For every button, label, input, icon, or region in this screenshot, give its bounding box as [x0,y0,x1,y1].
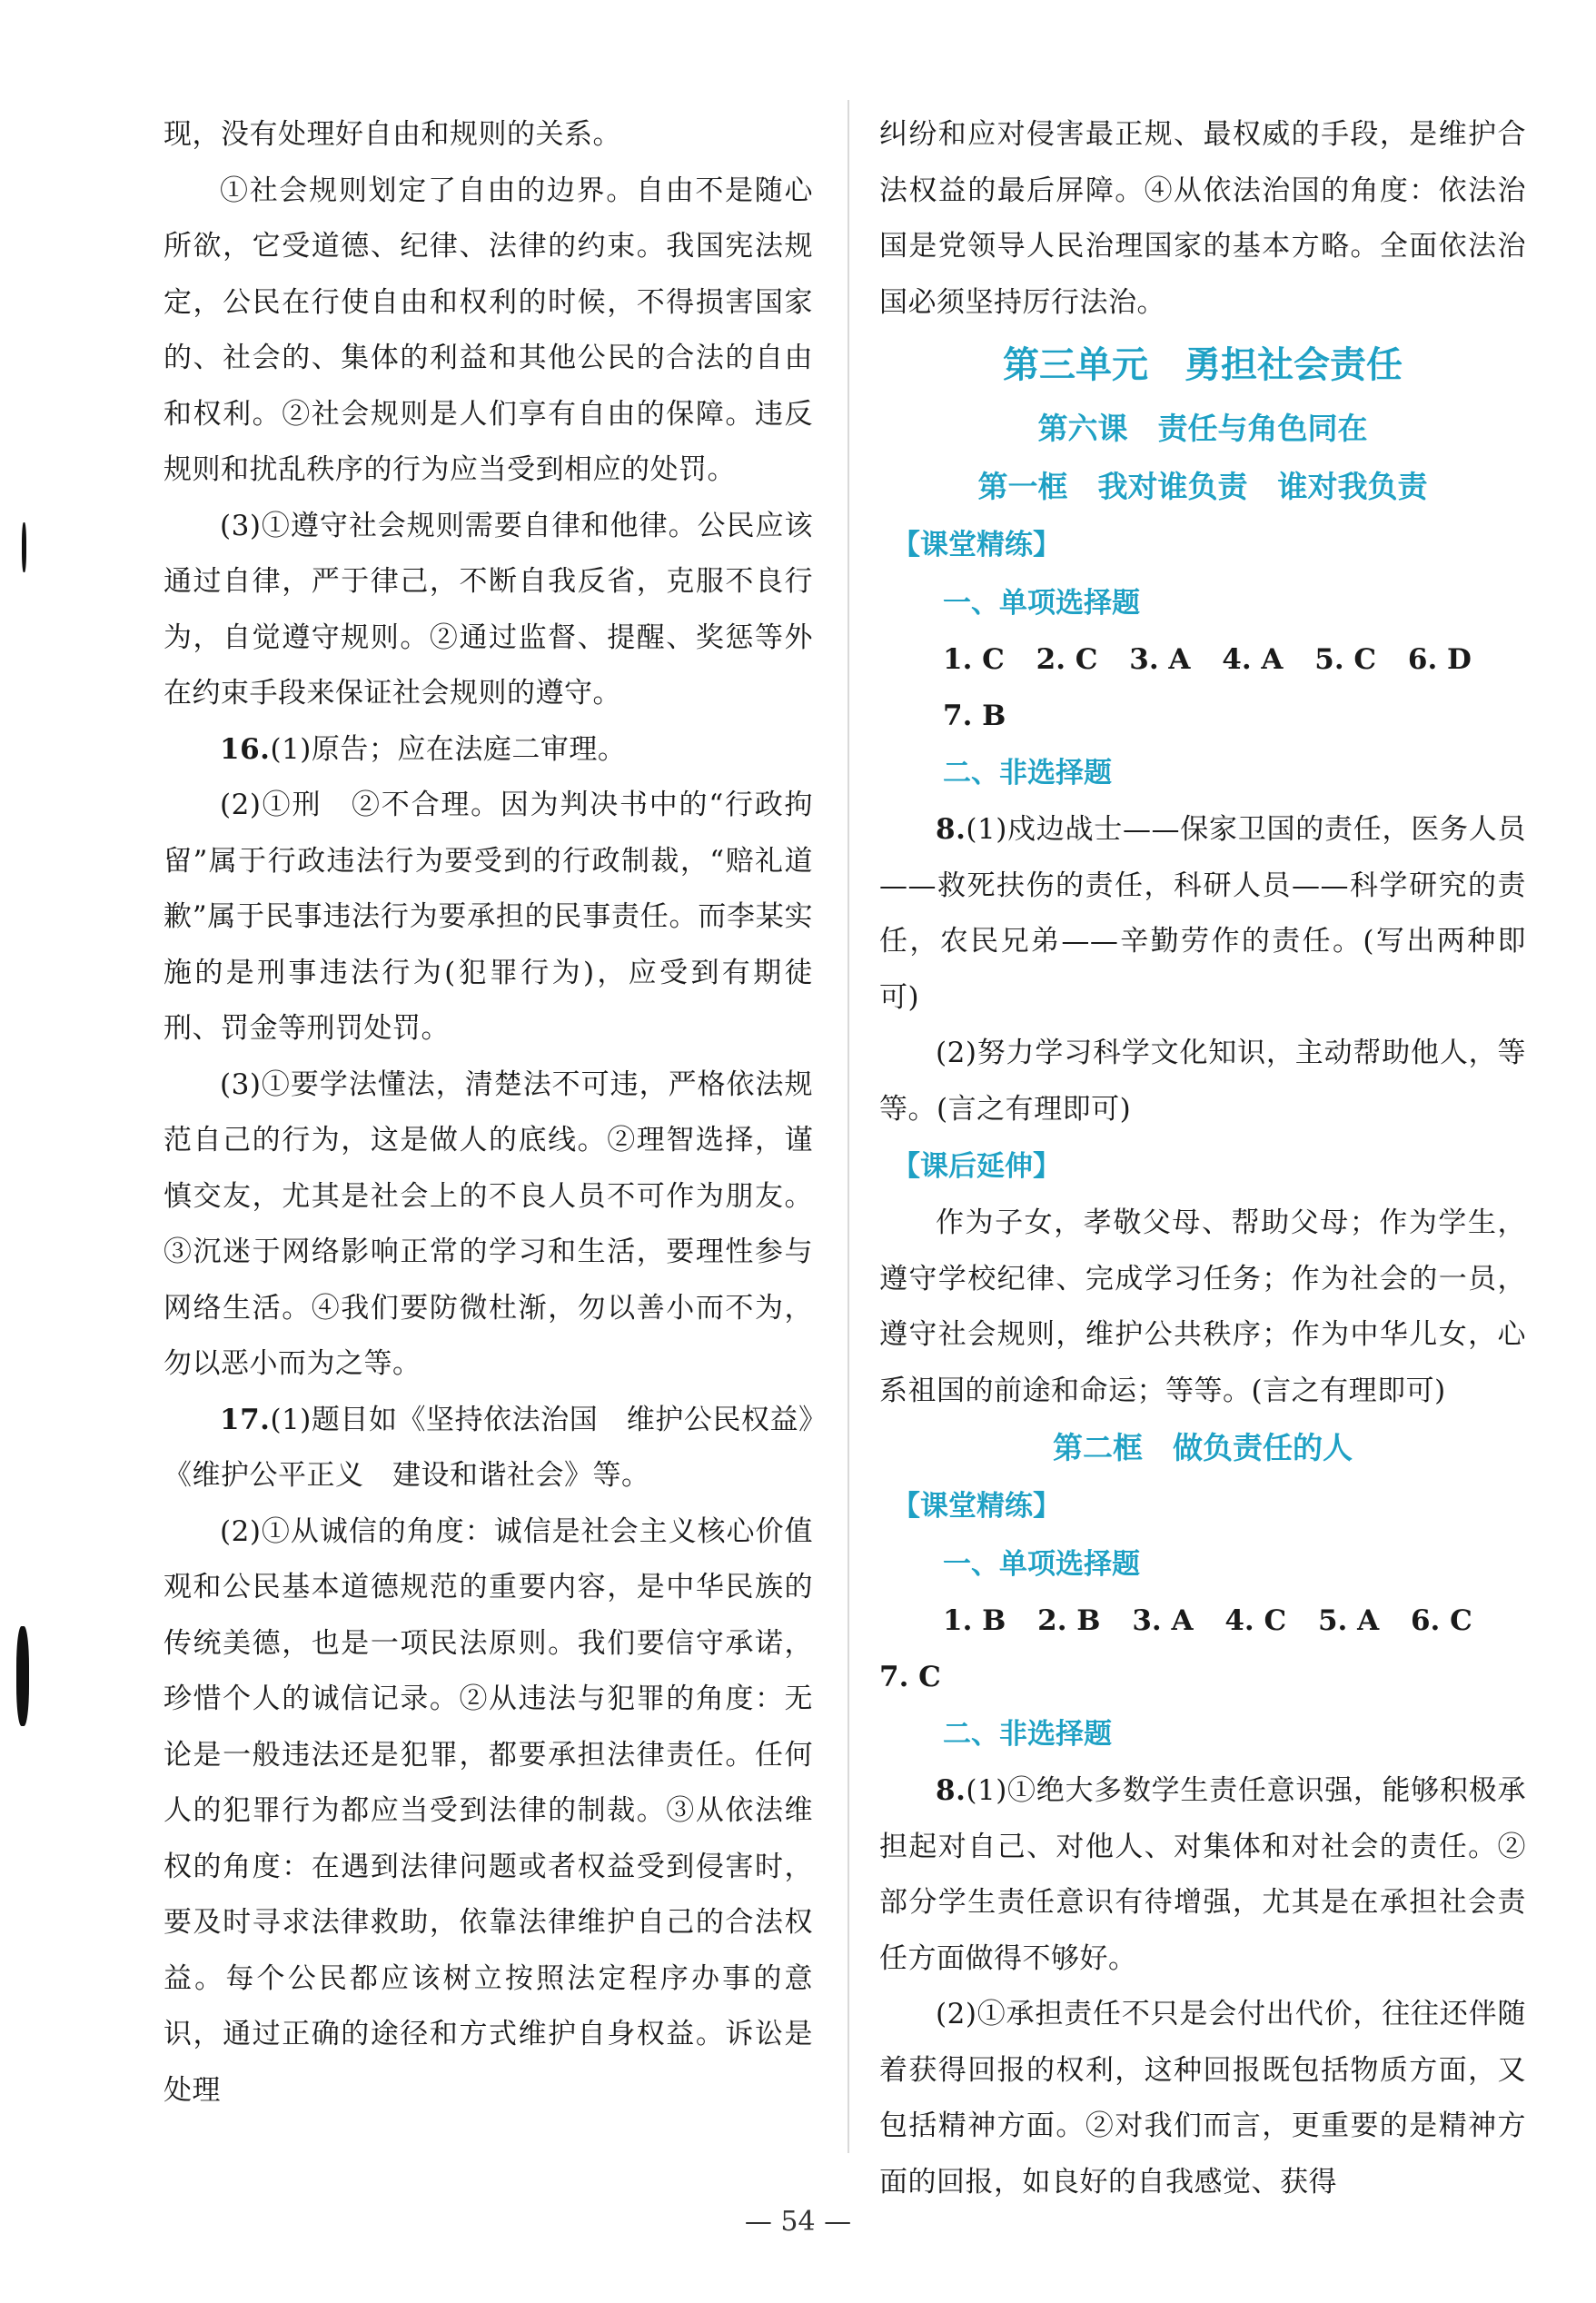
question-16-part-1 [164,722,813,779]
answer: 4. C [1224,1604,1287,1637]
section-heading: 【课堂精练】 [892,529,1061,561]
answer-text: (1)题目如《坚持依法治国 维护公民权益》《维护公平正义 建设和谐社会》等。 [164,1403,813,1492]
answer: 7. B [943,699,1006,732]
choice-answers [943,1593,1526,1650]
answer-text: (1)①绝大多数学生责任意识强，能够积极承担起对自己、对他人、对集体和对社会的责任。②部分学生责任意识有待增强，尤其是在承担社会责任方面做得不够好。 [879,1774,1526,1975]
lesson-title: 第六课 责任与角色同在 [1037,411,1368,446]
answer: 7. C [879,1660,941,1693]
answer: 1. C [943,643,1005,676]
answer: 2. C [1036,643,1098,676]
answer: 5. A [1317,1604,1380,1637]
paragraph: (3)①要学法懂法，清楚法不可违，严格依法规范自己的行为，这是做人的底线。②理智选择，谨慎交友，尤其是社会上的不良人员不可作为朋友。③沉迷于网络影响正常的学习和生活，要理性参与网络生活。④我们要防微杜渐，勿以善小而不为，勿以恶小而为之等。 [164,1067,813,1380]
question-number: 16. [220,732,271,766]
paragraph: (2)①从诚信的角度：诚信是社会主义核心价值观和公民基本道德规范的重要内容，是中华民族的传统美德，也是一项民法原则。我们要信守承诺，珍惜个人的诚信记录。②从违法与犯罪的角度：无论是一般违法还是犯罪，都要承担法律责任。任何人的犯罪行为都应当受到法律的制裁。③从依法维权的角度：在遇到法律问题或者权益受到侵害时，要及时寻求法律救助，依靠法律维护自己的合法权益。每个公民都应该树立按照法定程序办事的意识，通过正确的途径和方式维护自身权益。诉讼是处理 [164,1514,813,2107]
answer-text: (1)原告；应在法庭二审理。 [270,732,627,766]
answer: 6. D [1407,643,1472,676]
subsection-heading: 二、非选择题 [943,757,1112,789]
choice-answers [879,1650,1526,1706]
answer: 2. B [1037,1604,1101,1637]
paragraph: (2)①刑 ②不合理。因为判决书中的“行政拘留”属于行政违法行为要受到的行政制裁，“赔礼道歉”属于民事违法行为要承担的民事责任。而李某实施的是刑事违法行为(犯罪行为)，应受到有期徒刑、罚金等刑罚处罚。 [164,789,813,1045]
paragraph: (2)①承担责任不只是会付出代价，往往还伴随着获得回报的权利，这种回报既包括物质方面，又包括精神方面。②对我们而言，更重要的是精神方面的回报，如良好的自我感觉、获得 [879,1998,1526,2199]
page-number: — 54 — [744,2206,852,2238]
subsection-heading: 一、单项选择题 [943,587,1140,620]
column-divider [848,100,849,2153]
answer: 1. B [943,1604,1006,1637]
question-number: 8. [936,1774,967,1807]
answer: 4. A [1222,643,1284,676]
choice-answers [943,632,1526,744]
scan-mark [22,522,26,572]
paragraph: (3)①遵守社会规则需要自律和他律。公民应该通过自律，严于律己，不断自我反省，克服不良行为，自觉遵守规则。②通过监督、提醒、奖惩等外在约束手段来保证社会规则的遵守。 [164,509,813,710]
answer: 3. A [1129,643,1191,676]
subsection-heading: 一、单项选择题 [943,1548,1140,1581]
section-heading: 【课堂精练】 [892,1490,1061,1523]
paragraph: ①社会规则划定了自由的边界。自由不是随心所欲，它受道德、纪律、法律的约束。我国宪法规定，公民在行使自由和权利的时候，不得损害国家的、社会的、集体的利益和其他公民的合法的自由和权利。②社会规则是人们享有自由的保障。违反规则和扰乱秩序的行为应当受到相应的处罚。 [164,174,813,486]
section-heading: 【课后延伸】 [892,1150,1061,1183]
answer: 5. C [1314,643,1377,676]
scan-mark [16,1626,29,1726]
left-column [164,107,813,2119]
question-8-part-1 [879,1763,1526,1987]
paragraph: 纠纷和应对侵害最正规、最权威的手段，是维护合法权益的最后屏障。④从依法治国的角度：依法治国是党领导人民治理国家的基本方略。全面依法治国必须坚持厉行法治。 [879,118,1526,319]
frame-title: 第二框 做负责任的人 [1053,1430,1353,1465]
subsection-heading: 二、非选择题 [943,1718,1112,1751]
paragraph: 现，没有处理好自由和规则的关系。 [164,118,621,151]
right-column [879,107,1526,2210]
answer-text: (1)戍边战士——保家卫国的责任，医务人员——救死扶伤的责任，科研人员——科学研究的责任，农民兄弟——辛勤劳作的责任。(写出两种即可) [879,813,1526,1014]
question-number: 8. [936,813,967,846]
answer: 6. C [1410,1604,1472,1637]
question-17-part-1 [164,1393,813,1504]
question-8-part-1 [879,802,1526,1026]
unit-title: 第三单元 勇担社会责任 [1003,344,1403,386]
question-number: 17. [220,1403,271,1436]
paragraph: 作为子女，孝敬父母、帮助父母；作为学生，遵守学校纪律、完成学习任务；作为社会的一员，遵守社会规则，维护公共秩序；作为中华儿女，心系祖国的前途和命运；等等。(言之有理即可) [879,1206,1526,1407]
frame-title: 第一框 我对谁负责 谁对我负责 [977,469,1428,504]
paragraph: (2)努力学习科学文化知识，主动帮助他人，等等。(言之有理即可) [879,1037,1526,1126]
answer: 3. A [1132,1604,1194,1637]
